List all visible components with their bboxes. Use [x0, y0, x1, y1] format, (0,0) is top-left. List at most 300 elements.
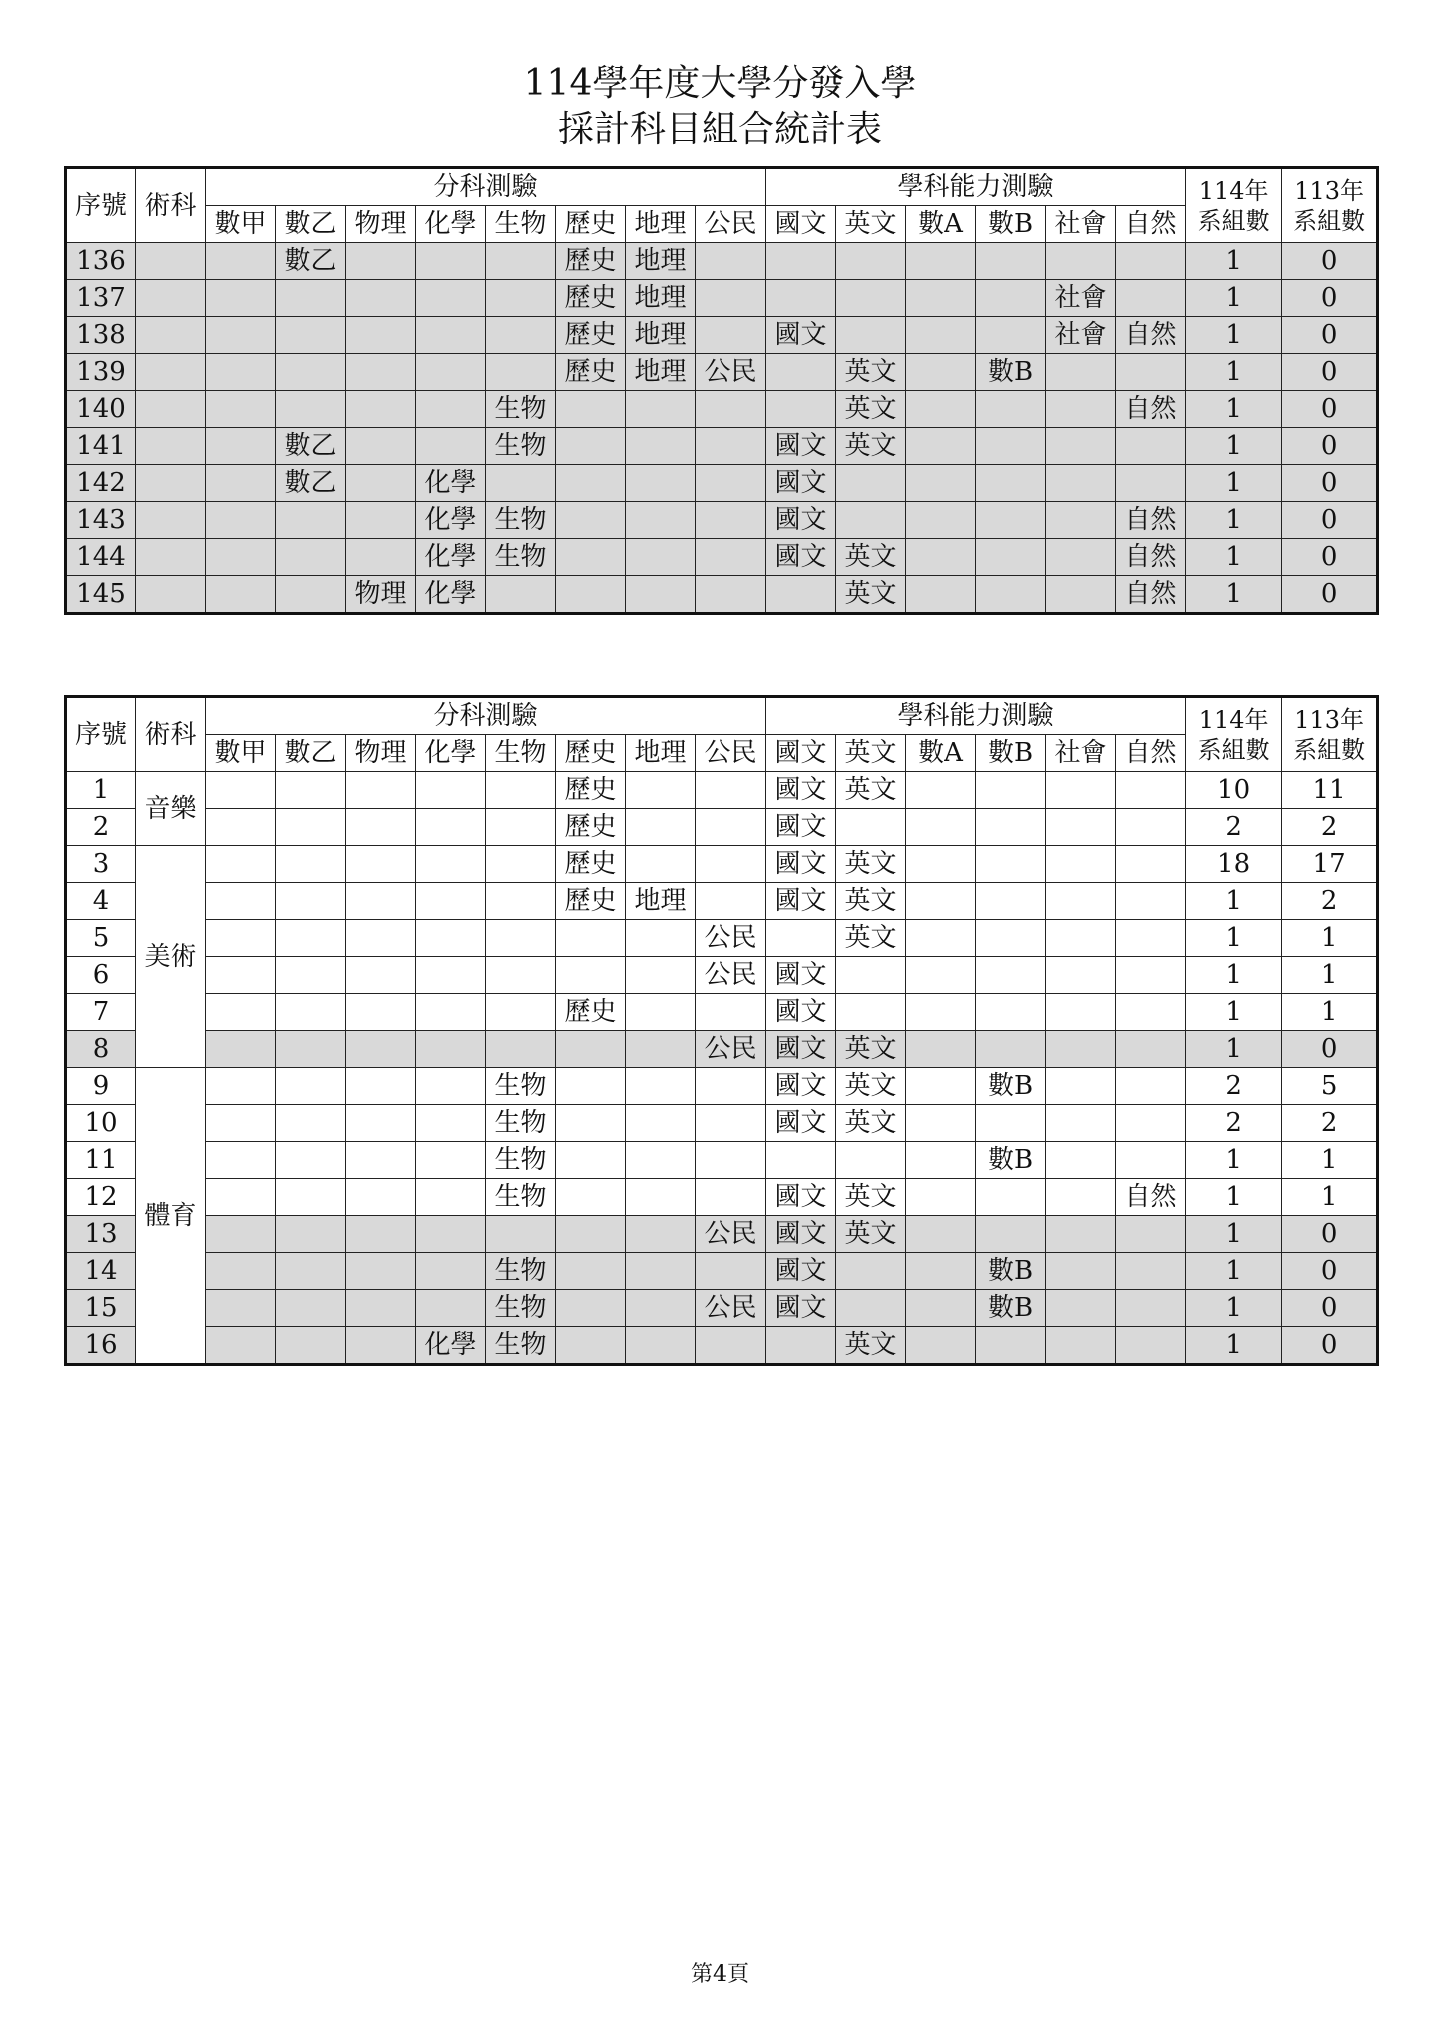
subject-cell [556, 1142, 626, 1179]
subject-cell: 國文 [766, 317, 836, 354]
subject-cell [206, 428, 276, 465]
subject-cell [906, 957, 976, 994]
count-113: 0 [1282, 428, 1378, 465]
subject-cell [206, 846, 276, 883]
subject-cell [696, 809, 766, 846]
title-line-2: 採計科目組合統計表 [557, 109, 882, 150]
subject-cell [976, 428, 1046, 465]
subject-cell [486, 1216, 556, 1253]
subject-cell: 化學 [416, 1327, 486, 1365]
header-art: 術科 [136, 168, 206, 243]
subject-cell [346, 428, 416, 465]
count-113: 0 [1282, 317, 1378, 354]
row-art [136, 539, 206, 576]
subject-cell [1046, 772, 1116, 809]
row-no: 5 [66, 920, 136, 957]
header-group-ast: 分科測驗 [206, 697, 766, 735]
header-group-ast: 分科測驗 [206, 168, 766, 206]
subject-cell [696, 772, 766, 809]
subject-cell [1116, 1290, 1186, 1327]
subject-cell: 英文 [836, 1068, 906, 1105]
subject-cell [696, 1327, 766, 1365]
page-number: 第4頁 [691, 1962, 749, 1987]
subject-cell [836, 280, 906, 317]
count-113: 17 [1282, 846, 1378, 883]
subject-cell [766, 243, 836, 280]
header-subject: 公民 [696, 735, 766, 772]
header-subject: 英文 [836, 206, 906, 243]
subject-cell [696, 1179, 766, 1216]
subject-cell: 歷史 [556, 994, 626, 1031]
table-row [66, 1105, 1378, 1142]
count-113: 11 [1282, 772, 1378, 809]
subject-cell [836, 243, 906, 280]
subject-cell [276, 1105, 346, 1142]
subject-cell [206, 1216, 276, 1253]
subject-cell: 化學 [416, 576, 486, 614]
row-no: 14 [66, 1253, 136, 1290]
subject-cell [556, 1216, 626, 1253]
subject-cell [416, 809, 486, 846]
subject-cell [906, 920, 976, 957]
header-subject: 數甲 [206, 206, 276, 243]
subject-cell [906, 1105, 976, 1142]
row-art [136, 576, 206, 614]
count-113: 0 [1282, 576, 1378, 614]
row-no: 9 [66, 1068, 136, 1105]
subject-cell [206, 957, 276, 994]
art-group-label: 音樂 [136, 772, 206, 846]
table-row [66, 846, 1378, 883]
subject-cell: 地理 [626, 354, 696, 391]
subject-cell [206, 920, 276, 957]
subject-cell [206, 1105, 276, 1142]
header-subject: 地理 [626, 735, 696, 772]
subject-cell [206, 883, 276, 920]
subject-cell [906, 883, 976, 920]
count-114: 1 [1186, 1290, 1282, 1327]
subject-cell [346, 772, 416, 809]
row-art [136, 428, 206, 465]
subject-cell [1116, 994, 1186, 1031]
subject-cell: 地理 [626, 317, 696, 354]
subject-cell [836, 465, 906, 502]
subject-cell [976, 280, 1046, 317]
subject-cell [696, 994, 766, 1031]
subject-cell [1046, 576, 1116, 614]
header-no: 序號 [66, 168, 136, 243]
subject-cell [276, 576, 346, 614]
row-no: 141 [66, 428, 136, 465]
subject-cell [906, 809, 976, 846]
subject-cell [1046, 1290, 1116, 1327]
table-row [66, 317, 1378, 354]
subject-cell [976, 502, 1046, 539]
count-113: 0 [1282, 1327, 1378, 1365]
subject-cell [276, 502, 346, 539]
count-113: 5 [1282, 1068, 1378, 1105]
subject-cell [206, 280, 276, 317]
subject-cell [276, 1253, 346, 1290]
count-113: 0 [1282, 1253, 1378, 1290]
subject-cell [416, 994, 486, 1031]
header-subject: 社會 [1046, 735, 1116, 772]
table-row [66, 1142, 1378, 1179]
table-row [66, 920, 1378, 957]
subject-cell [836, 502, 906, 539]
subject-cell [416, 1179, 486, 1216]
subject-cell [206, 502, 276, 539]
row-art [136, 502, 206, 539]
subject-cell [836, 957, 906, 994]
subject-cell [696, 576, 766, 614]
subject-cell [1046, 957, 1116, 994]
subject-cell [556, 1105, 626, 1142]
subject-cell [1116, 957, 1186, 994]
subject-cell: 英文 [836, 1327, 906, 1365]
header-subject: 數B [976, 206, 1046, 243]
count-113: 2 [1282, 883, 1378, 920]
subject-cell [276, 539, 346, 576]
count-113: 0 [1282, 243, 1378, 280]
row-no: 3 [66, 846, 136, 883]
header-114-line1: 114年 [1198, 705, 1269, 734]
subject-cell [416, 243, 486, 280]
header-114 [1186, 168, 1282, 243]
subject-cell [346, 1068, 416, 1105]
subject-cell: 數B [976, 1142, 1046, 1179]
subject-cell: 地理 [626, 883, 696, 920]
subject-cell: 歷史 [556, 317, 626, 354]
subject-cell: 自然 [1116, 576, 1186, 614]
subject-cell [276, 280, 346, 317]
subject-cell [276, 883, 346, 920]
table-upper-body [66, 243, 1378, 614]
subject-cell [416, 846, 486, 883]
subject-cell [346, 1290, 416, 1327]
subject-cell [696, 1142, 766, 1179]
subject-cell: 社會 [1046, 280, 1116, 317]
subject-cell [486, 465, 556, 502]
header-subject: 自然 [1116, 206, 1186, 243]
subject-cell [486, 957, 556, 994]
subject-cell [276, 846, 346, 883]
row-no: 8 [66, 1031, 136, 1068]
subject-cell [486, 846, 556, 883]
subject-cell [1046, 809, 1116, 846]
subject-cell: 生物 [486, 1290, 556, 1327]
subject-cell [416, 354, 486, 391]
subject-cell [906, 317, 976, 354]
subject-cell [766, 920, 836, 957]
row-no: 7 [66, 994, 136, 1031]
subject-cell [346, 1105, 416, 1142]
subject-cell [626, 1068, 696, 1105]
subject-cell [906, 243, 976, 280]
count-113: 0 [1282, 1031, 1378, 1068]
count-113: 0 [1282, 1290, 1378, 1327]
header-114-line1: 114年 [1198, 176, 1269, 205]
header-113 [1282, 168, 1378, 243]
subject-cell [416, 1031, 486, 1068]
subject-cell [626, 539, 696, 576]
subject-cell [1116, 280, 1186, 317]
header-subject: 自然 [1116, 735, 1186, 772]
subject-cell: 生物 [486, 1142, 556, 1179]
subject-cell [626, 428, 696, 465]
subject-cell [1116, 1105, 1186, 1142]
subject-cell [836, 1253, 906, 1290]
subject-cell [276, 354, 346, 391]
subject-cell [206, 1068, 276, 1105]
subject-cell [206, 317, 276, 354]
subject-cell [696, 1068, 766, 1105]
subject-cell [206, 576, 276, 614]
subject-cell: 生物 [486, 1105, 556, 1142]
row-art [136, 391, 206, 428]
subject-cell [416, 1105, 486, 1142]
count-113: 0 [1282, 354, 1378, 391]
subject-cell: 生物 [486, 1327, 556, 1365]
subject-cell [276, 809, 346, 846]
subject-cell: 國文 [766, 994, 836, 1031]
subject-cell: 數B [976, 1068, 1046, 1105]
subject-cell [206, 994, 276, 1031]
subject-cell: 物理 [346, 576, 416, 614]
row-no: 16 [66, 1327, 136, 1365]
subject-cell [206, 1327, 276, 1365]
count-114: 2 [1186, 1068, 1282, 1105]
subject-cell [906, 1216, 976, 1253]
subject-cell [556, 1179, 626, 1216]
subject-cell [276, 1068, 346, 1105]
subject-cell [486, 920, 556, 957]
header-subject: 數乙 [276, 735, 346, 772]
subject-cell [1116, 809, 1186, 846]
subject-cell: 國文 [766, 1253, 836, 1290]
subject-cell [976, 1216, 1046, 1253]
subject-cell [346, 539, 416, 576]
count-114: 1 [1186, 280, 1282, 317]
subject-cell [556, 1253, 626, 1290]
subject-cell [906, 1031, 976, 1068]
subject-cell [976, 1031, 1046, 1068]
subject-cell [346, 1031, 416, 1068]
subject-cell [1046, 1216, 1116, 1253]
subject-cell [1046, 1068, 1116, 1105]
subject-cell [346, 957, 416, 994]
subject-cell [416, 1142, 486, 1179]
row-no: 142 [66, 465, 136, 502]
subject-cell: 國文 [766, 465, 836, 502]
row-no: 136 [66, 243, 136, 280]
header-114-line2: 系組數 [1197, 206, 1270, 235]
subject-cell: 國文 [766, 809, 836, 846]
subject-cell [206, 1290, 276, 1327]
subject-cell [696, 502, 766, 539]
subject-cell [626, 391, 696, 428]
subject-cell [276, 957, 346, 994]
subject-cell [696, 317, 766, 354]
table-row [66, 280, 1378, 317]
subject-cell: 自然 [1116, 317, 1186, 354]
subject-cell: 公民 [696, 1216, 766, 1253]
subject-cell: 國文 [766, 1290, 836, 1327]
subject-cell: 國文 [766, 428, 836, 465]
subject-cell [206, 1253, 276, 1290]
header-subject: 歷史 [556, 735, 626, 772]
subject-cell: 歷史 [556, 883, 626, 920]
subject-cell [906, 502, 976, 539]
subject-cell [416, 317, 486, 354]
subject-cell [976, 772, 1046, 809]
subject-cell [626, 465, 696, 502]
subject-cell [206, 1031, 276, 1068]
count-113: 0 [1282, 280, 1378, 317]
subject-cell [626, 1253, 696, 1290]
subject-cell: 英文 [836, 920, 906, 957]
subject-cell [906, 846, 976, 883]
row-no: 1 [66, 772, 136, 809]
count-113: 0 [1282, 539, 1378, 576]
subject-cell [346, 465, 416, 502]
subject-cell [556, 1031, 626, 1068]
count-114: 1 [1186, 465, 1282, 502]
subject-cell [1116, 428, 1186, 465]
row-no: 6 [66, 957, 136, 994]
subject-cell [206, 809, 276, 846]
row-no: 138 [66, 317, 136, 354]
subject-cell [1046, 1142, 1116, 1179]
header-subject: 數B [976, 735, 1046, 772]
header-subject: 物理 [346, 206, 416, 243]
subject-cell: 英文 [836, 883, 906, 920]
subject-cell [416, 920, 486, 957]
subject-cell: 歷史 [556, 354, 626, 391]
subject-cell [486, 280, 556, 317]
subject-cell [836, 1142, 906, 1179]
table-row [66, 1179, 1378, 1216]
subject-cell [766, 280, 836, 317]
count-114: 2 [1186, 809, 1282, 846]
subject-cell [906, 539, 976, 576]
subject-cell: 國文 [766, 772, 836, 809]
subject-cell [556, 502, 626, 539]
table-row [66, 1253, 1378, 1290]
subject-cell: 數B [976, 1253, 1046, 1290]
art-group-label: 美術 [136, 846, 206, 1068]
subject-cell: 生物 [486, 1253, 556, 1290]
table-row [66, 1327, 1378, 1365]
subject-cell [276, 1179, 346, 1216]
table-row [66, 391, 1378, 428]
subject-cell [416, 428, 486, 465]
header-subject: 物理 [346, 735, 416, 772]
header-art: 術科 [136, 697, 206, 772]
subject-cell [346, 809, 416, 846]
subject-cell [556, 539, 626, 576]
subject-cell: 自然 [1116, 391, 1186, 428]
subject-cell [626, 1031, 696, 1068]
subject-cell [276, 1216, 346, 1253]
subject-cell [346, 1253, 416, 1290]
count-114: 1 [1186, 920, 1282, 957]
row-no: 143 [66, 502, 136, 539]
subject-cell: 自然 [1116, 539, 1186, 576]
count-113: 0 [1282, 465, 1378, 502]
table-upper [64, 166, 1379, 615]
subject-cell [556, 576, 626, 614]
subject-cell [626, 1290, 696, 1327]
subject-cell [976, 465, 1046, 502]
subject-cell [906, 1290, 976, 1327]
table-row [66, 1031, 1378, 1068]
subject-cell [556, 1290, 626, 1327]
count-114: 1 [1186, 576, 1282, 614]
subject-cell [906, 465, 976, 502]
subject-cell [906, 772, 976, 809]
header-113-line1: 113年 [1294, 705, 1364, 734]
row-no: 10 [66, 1105, 136, 1142]
header-113 [1282, 697, 1378, 772]
header-subject: 數A [906, 735, 976, 772]
subject-cell: 英文 [836, 1031, 906, 1068]
row-no: 2 [66, 809, 136, 846]
count-114: 1 [1186, 1142, 1282, 1179]
subject-cell [696, 539, 766, 576]
subject-cell [416, 1253, 486, 1290]
subject-cell [1046, 920, 1116, 957]
subject-cell [1116, 1253, 1186, 1290]
subject-cell: 歷史 [556, 772, 626, 809]
subject-cell: 英文 [836, 576, 906, 614]
subject-cell: 生物 [486, 502, 556, 539]
subject-cell [766, 1327, 836, 1365]
subject-cell [1116, 1327, 1186, 1365]
count-114: 1 [1186, 1179, 1282, 1216]
subject-cell [276, 1142, 346, 1179]
table-row [66, 1290, 1378, 1327]
subject-cell: 社會 [1046, 317, 1116, 354]
count-113: 0 [1282, 391, 1378, 428]
count-114: 1 [1186, 391, 1282, 428]
header-subject: 國文 [766, 735, 836, 772]
subject-cell: 地理 [626, 243, 696, 280]
subject-cell [976, 1179, 1046, 1216]
header-subject: 數甲 [206, 735, 276, 772]
count-113: 1 [1282, 920, 1378, 957]
count-114: 1 [1186, 1216, 1282, 1253]
table-row [66, 576, 1378, 614]
subject-cell [346, 354, 416, 391]
row-no: 12 [66, 1179, 136, 1216]
count-113: 1 [1282, 957, 1378, 994]
subject-cell: 英文 [836, 846, 906, 883]
subject-cell [346, 317, 416, 354]
subject-cell: 國文 [766, 883, 836, 920]
subject-cell: 化學 [416, 539, 486, 576]
subject-cell [626, 809, 696, 846]
subject-cell: 化學 [416, 465, 486, 502]
subject-cell [1116, 920, 1186, 957]
subject-cell [556, 465, 626, 502]
subject-cell [1116, 1031, 1186, 1068]
count-114: 10 [1186, 772, 1282, 809]
subject-cell [1046, 1031, 1116, 1068]
subject-cell [836, 994, 906, 1031]
subject-cell [276, 1031, 346, 1068]
subject-cell [906, 1327, 976, 1365]
